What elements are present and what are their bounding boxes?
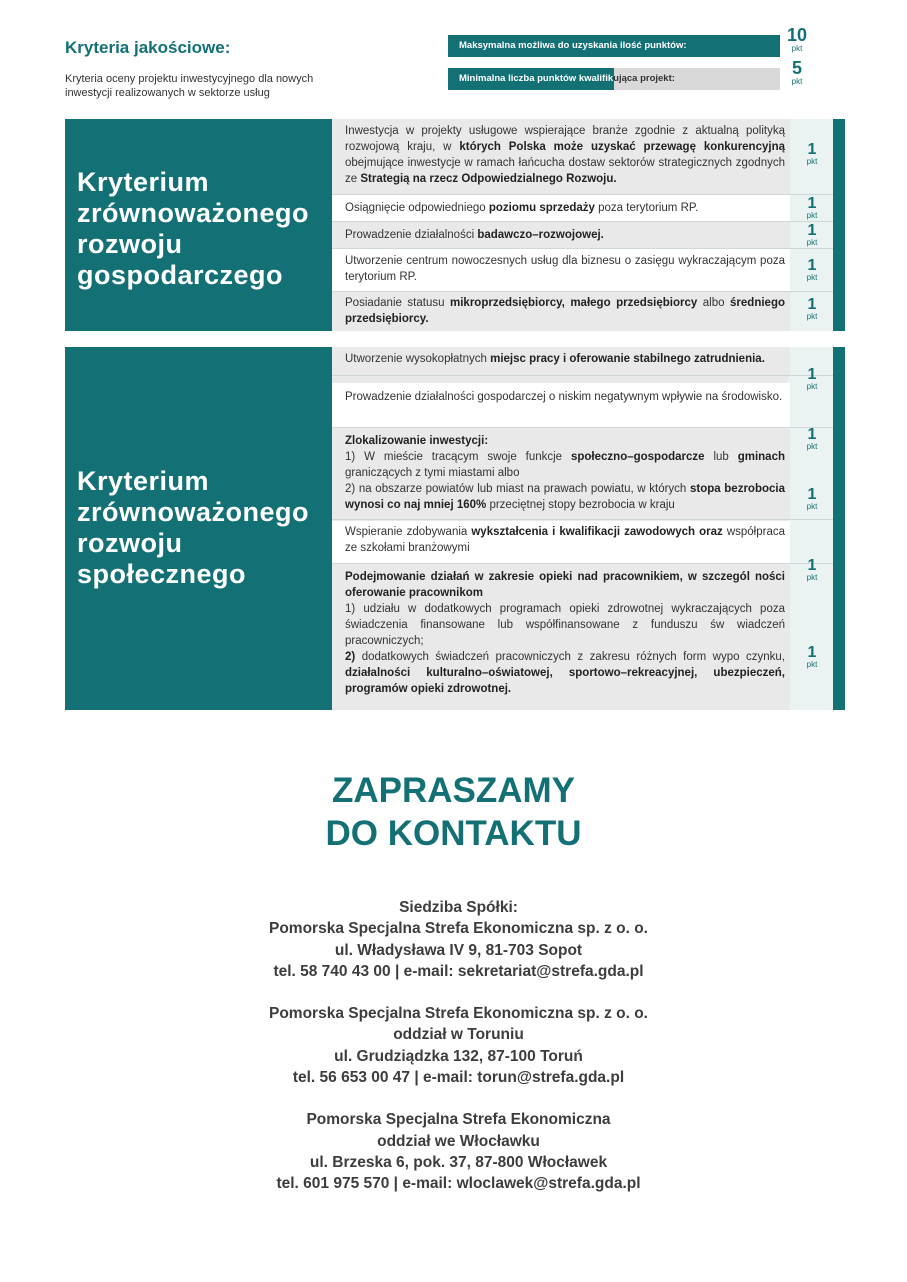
min-points-label xyxy=(459,68,675,90)
social-criterion-2: Prowadzenie działalności gospodarczej o niskim negatywnym wpływie na środowisko. xyxy=(332,383,790,427)
economic-criterion-2: Osiągnięcie odpowiedniego poziomu sprzedaży poza terytorium RP. xyxy=(332,195,790,221)
economic-criterion-3: Prowadzenie działalności badawczo–rozwojowej. xyxy=(332,222,790,248)
section-title-economic: Kryterium zrównoważonego rozwoju gospodarczego xyxy=(77,167,309,290)
economic-criterion-1: Inwestycja w projekty usługowe wspierające branże zgodnie z aktualną polityką rozwojową kraju, w których Polska może uzyskać przewagę konkurencyjną obejmujące inwestycje w ramach łańcucha dostaw sektorów strategicznych zgodnych ze Strategią na rzecz Odpowiedzialnego Rozwoju. xyxy=(332,119,790,194)
social-points-3: 1 pkt xyxy=(806,486,818,511)
contact-1-line-4: tel. 58 740 43 00 | e-mail: sekretariat@strefa.gda.pl xyxy=(273,962,644,980)
max-points-value xyxy=(784,26,810,53)
page-subtitle: Kryteria oceny projektu inwestycyjnego dla nowych inwestycji realizowanych w sektorze usług xyxy=(65,73,314,99)
contact-3-line-3: ul. Brzeska 6, pok. 37, 87-800 Włocławek xyxy=(309,1153,608,1171)
criteria-section-economic xyxy=(65,119,845,331)
economic-points-2: 1 pkt xyxy=(806,195,818,220)
economic-criterion-5: Posiadanie statusu mikroprzedsiębiorcy, małego przedsiębiorcy albo średniego przedsiębiorcy. xyxy=(332,292,790,331)
contact-3-line-2: oddział we Włocławku xyxy=(377,1132,540,1150)
min-points-unit: pkt xyxy=(791,77,803,86)
min-points-value xyxy=(784,59,810,86)
section-title-social: Kryterium zrównoważonego rozwoju społecznego xyxy=(77,466,309,589)
section-label-economic xyxy=(65,119,332,331)
section-label-social xyxy=(65,347,332,710)
contact-block xyxy=(0,897,907,1195)
economic-points-4: 1 pkt xyxy=(806,257,818,282)
min-points-number: 5 xyxy=(791,58,802,78)
social-criterion-1: Utworzenie wysokopłatnych miejsc pracy i oferowanie stabilnego zatrudnienia. xyxy=(332,347,790,375)
max-points-unit: pkt xyxy=(791,44,803,53)
contact-3-line-4: tel. 601 975 570 | e-mail: wloclawek@strefa.gda.pl xyxy=(276,1175,641,1193)
contact-2-line-4: tel. 56 653 00 47 | e-mail: torun@strefa.gda.pl xyxy=(292,1069,625,1087)
social-criterion-3: Zlokalizowanie inwestycji: 1) W mieście tracącym swoje funkcje społeczno–gospodarcze lub gminach graniczących z tymi miastami albo 2) na obszarze powiatów lub miast na prawach powiatu, w których stopa bezrobocia wynosi co naj mniej 160% przeciętnej stopy bezrobocia w kraju xyxy=(332,429,790,519)
contact-1-line-3: ul. Władysława IV 9, 81-703 Sopot xyxy=(334,941,583,959)
invite-heading-line1: ZAPRASZAMY xyxy=(331,771,576,810)
economic-points-5: 1 pkt xyxy=(806,296,818,321)
social-points-5: 1 pkt xyxy=(806,644,818,669)
contact-2-line-2: oddział w Toruniu xyxy=(393,1026,524,1044)
min-points-label-part2: ująca projekt: xyxy=(613,73,675,84)
social-points-4: 1 pkt xyxy=(806,557,818,582)
economic-points-1: 1 pkt xyxy=(806,141,818,166)
criteria-section-social xyxy=(65,347,845,710)
contact-1-line-1: Siedziba Spółki: xyxy=(399,899,518,916)
economic-criterion-4: Utworzenie centrum nowoczesnych usług dla biznesu o zasięgu wykraczającym poza terytorium RP. xyxy=(332,249,790,291)
social-criterion-4: Wspieranie zdobywania wykształcenia i kwalifikacji zawodowych oraz współpraca ze szkołami branżowymi xyxy=(332,521,790,563)
contact-2-line-1: Pomorska Specjalna Strefa Ekonomiczna sp. z o. o. xyxy=(268,1005,648,1023)
social-criterion-5: Podejmowanie działań w zakresie opieki nad pracownikiem, w szczegól ności oferowanie pracownikom 1) udziału w dodatkowych programach opieki zdrowotnej wykraczających poza świadczenia finansowane lub współfinansowane z funduszu św wiadczeń pracowniczych; 2) dodatkowych świadczeń pracowniczych z zakresu różnych form wypo czynku, działalności kulturalno–oświatowej, sportowo–rekreacyjnej, ubezpieczeń, programów opieki zdrowotnej. xyxy=(332,565,790,710)
contact-2-line-3: ul. Grudziądzka 132, 87-100 Toruń xyxy=(334,1047,583,1065)
max-points-label: Maksymalna możliwa do uzyskania ilość punktów: xyxy=(459,40,687,51)
max-points-number: 10 xyxy=(786,25,808,45)
social-points-2: 1 pkt xyxy=(806,426,818,451)
economic-points-3: 1 pkt xyxy=(806,222,818,247)
contact-3-line-1: Pomorska Specjalna Strefa Ekonomiczna xyxy=(306,1111,611,1129)
min-points-label-part1: Minimalna liczba punktów kwalifik xyxy=(459,73,614,84)
contact-1-line-2: Pomorska Specjalna Strefa Ekonomiczna sp. z o. o. xyxy=(268,920,648,938)
page-title: Kryteria jakościowe: xyxy=(65,38,231,57)
invite-heading-line2: DO KONTAKTU xyxy=(325,814,582,853)
social-points-1: 1 pkt xyxy=(806,366,818,391)
